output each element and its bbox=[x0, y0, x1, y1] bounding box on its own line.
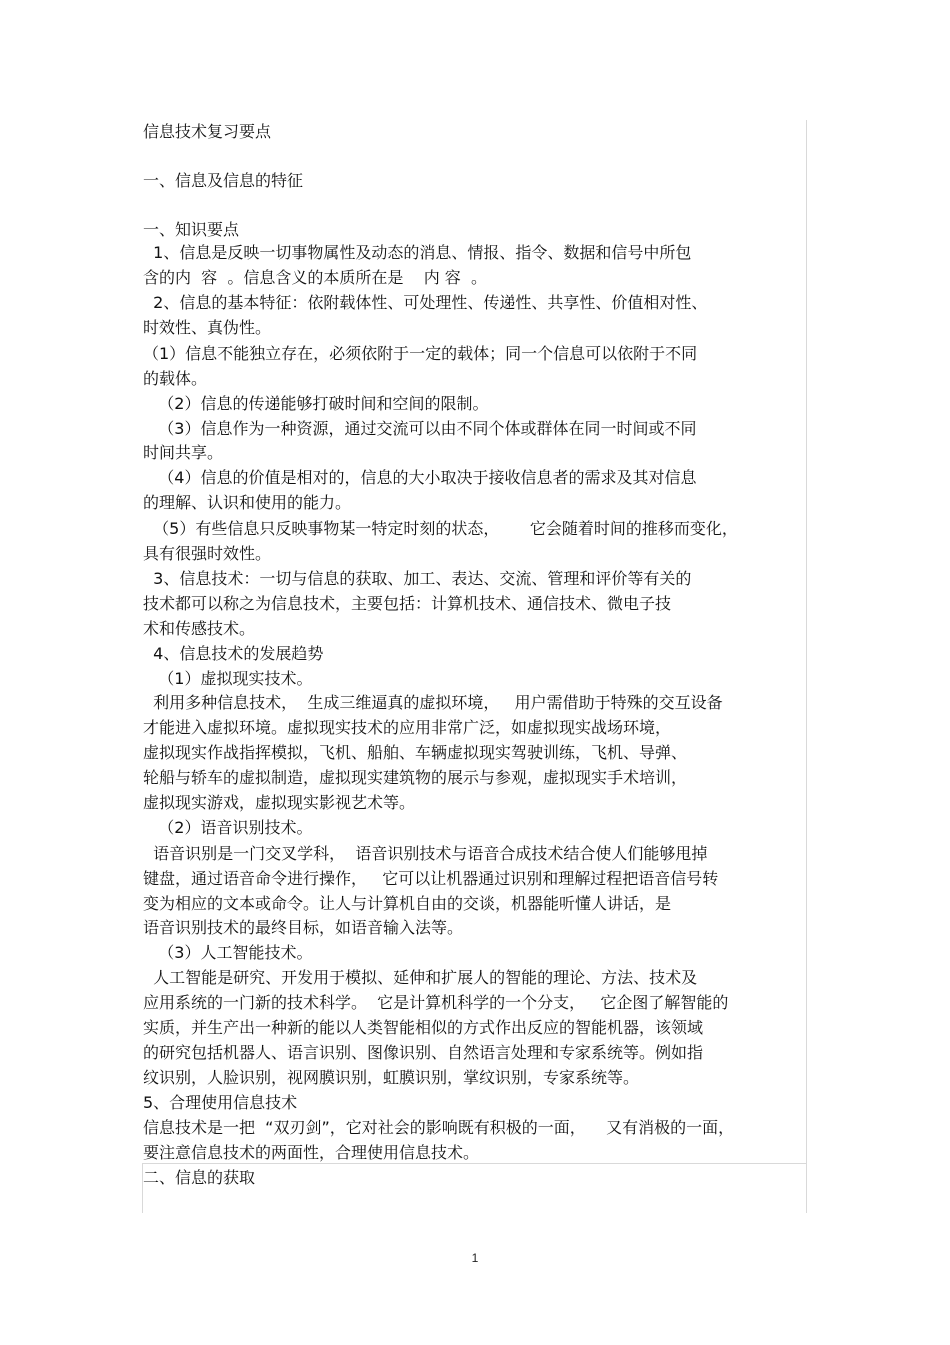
body-line: 3、信息技术：一切与信息的获取、加工、表达、交流、管理和评价等有关的 bbox=[143, 569, 692, 588]
body-line: 纹识别，人脸识别，视网膜识别，虹膜识别，掌纹识别，专家系统等。 bbox=[143, 1068, 640, 1087]
body-line: 时间共享。 bbox=[143, 443, 224, 462]
body-line: （4）信息的价值是相对的，信息的大小取决于接收信息者的需求及其对信息 bbox=[143, 468, 697, 487]
body-line: 键盘，通过语音命令进行操作， 它可以让机器通过识别和理解过程把语音信号转 bbox=[143, 869, 719, 888]
body-line: 技术都可以称之为信息技术，主要包括：计算机技术、通信技术、微电子技 bbox=[143, 594, 672, 613]
section-heading: 二、信息的获取 bbox=[143, 1168, 256, 1187]
body-line: 虚拟现实游戏，虚拟现实影视艺术等。 bbox=[143, 793, 416, 812]
body-line: 的理解、认识和使用的能力。 bbox=[143, 493, 352, 512]
body-line: （1）信息不能独立存在，必须依附于一定的载体；同一个信息可以依附于不同 bbox=[143, 344, 698, 363]
body-line: 利用多种信息技术， 生成三维逼真的虚拟环境， 用户需借助于特殊的交互设备 bbox=[143, 693, 723, 712]
section-heading: 一、信息及信息的特征 bbox=[143, 171, 304, 190]
body-line: 应用系统的一门新的技术科学。 它是计算机科学的一个分支， 它企图了解智能的 bbox=[143, 993, 729, 1012]
body-line: 人工智能是研究、开发用于模拟、延伸和扩展人的智能的理论、方法、技术及 bbox=[143, 968, 698, 987]
body-line: 时效性、真伪性。 bbox=[143, 318, 272, 337]
body-line: 轮船与轿车的虚拟制造，虚拟现实建筑物的展示与参观，虚拟现实手术培训， bbox=[143, 768, 688, 787]
body-line: 含的内 容 。信息含义的本质所在是 内 容 。 bbox=[143, 268, 487, 287]
doc-title: 信息技术复习要点 bbox=[143, 122, 272, 141]
body-line: 4、信息技术的发展趋势 bbox=[143, 644, 324, 663]
body-line: 2、信息的基本特征：依附载体性、可处理性、传递性、共享性、价值相对性、 bbox=[143, 293, 708, 312]
page-number: 1 bbox=[471, 1251, 479, 1265]
body-line: 具有很强时效性。 bbox=[143, 544, 272, 563]
body-line: （2）语音识别技术。 bbox=[143, 818, 313, 837]
body-line: （5）有些信息只反映事物某一特定时刻的状态， 它会随着时间的推移而变化， bbox=[143, 519, 738, 538]
body-line: 实质，并生产出一种新的能以人类智能相似的方式作出反应的智能机器，该领域 bbox=[143, 1018, 704, 1037]
body-line: 1、信息是反映一切事物属性及动态的消息、情报、指令、数据和信号中所包 bbox=[143, 243, 692, 262]
body-line: （3）信息作为一种资源，通过交流可以由不同个体或群体在同一时间或不同 bbox=[143, 419, 697, 438]
body-line: 的载体。 bbox=[143, 369, 208, 388]
body-line: （3）人工智能技术。 bbox=[143, 943, 313, 962]
frame-right-line bbox=[806, 120, 807, 1213]
knowledge-heading: 一、知识要点 bbox=[143, 220, 240, 239]
body-line: 语音识别技术的最终目标，如语音输入法等。 bbox=[143, 918, 464, 937]
body-line: （1）虚拟现实技术。 bbox=[143, 669, 313, 688]
body-line: 才能进入虚拟环境。虚拟现实技术的应用非常广泛，如虚拟现实战场环境， bbox=[143, 718, 672, 737]
body-line: （2）信息的传递能够打破时间和空间的限制。 bbox=[143, 394, 489, 413]
body-line: 变为相应的文本或命令。让人与计算机自由的交谈，机器能听懂人讲话，是 bbox=[143, 894, 672, 913]
body-line: 术和传感技术。 bbox=[143, 619, 256, 638]
body-line: 5、合理使用信息技术 bbox=[143, 1093, 298, 1112]
body-line: 信息技术是一把 “双刃剑”，它对社会的影响既有积极的一面， 又有消极的一面， bbox=[143, 1118, 735, 1137]
body-line: 虚拟现实作战指挥模拟，飞机、船舶、车辆虚拟现实驾驶训练，飞机、导弹、 bbox=[143, 743, 688, 762]
body-line: 的研究包括机器人、语言识别、图像识别、自然语言处理和专家系统等。例如指 bbox=[143, 1043, 704, 1062]
body-line: 要注意信息技术的两面性，合理使用信息技术。 bbox=[143, 1143, 480, 1162]
frame-top-line bbox=[142, 1163, 807, 1164]
body-line: 语音识别是一门交叉学科， 语音识别技术与语音合成技术结合使人们能够甩掉 bbox=[143, 844, 708, 863]
